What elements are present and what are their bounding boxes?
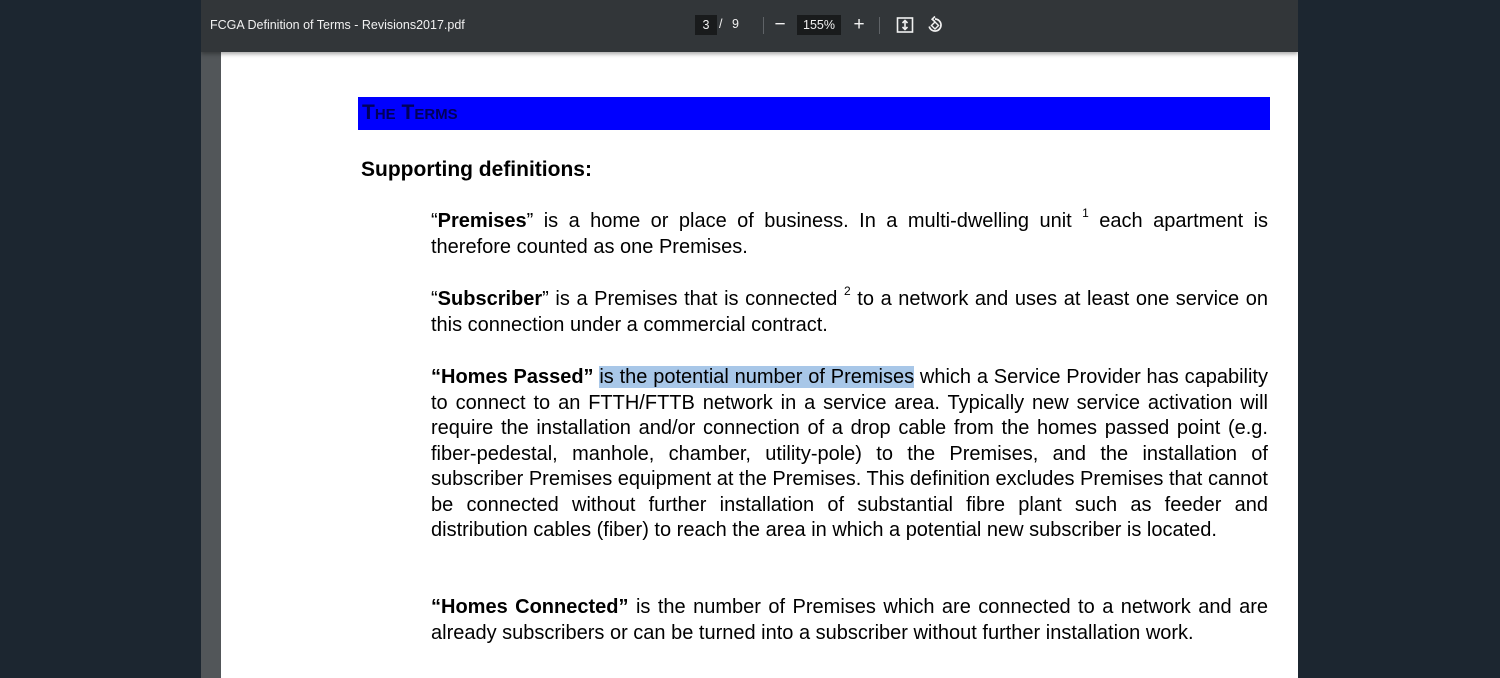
footnote-marker[interactable]: 1 — [1082, 206, 1089, 221]
definition-text: is the number of Premises which are connected to a network and are already subscribers or can be turned into a subscriber without further installation work. — [431, 596, 1269, 644]
toolbar-divider — [763, 17, 764, 34]
definition-subscriber — [431, 284, 1269, 338]
pdf-toolbar — [201, 0, 1298, 52]
term-homes-connected: “Homes Connected” — [431, 596, 629, 618]
definition-homes-connected — [431, 595, 1268, 646]
total-pages: 9 — [732, 17, 739, 31]
page-separator: / — [719, 17, 723, 31]
term-subscriber: Subscriber — [437, 288, 543, 310]
document-title: FCGA Definition of Terms - Revisions2017.pdf — [210, 18, 465, 32]
zoom-level-input[interactable]: 155% — [797, 15, 841, 35]
definition-text: which a Service Provider has capability to connect to an FTTH/FTTB network in a service area. Typically new service activation will require the installation and/or connection of a drop cable from the homes passed point (e.g. fiber-pedestal, manhole, chamber, utility-pole) to the Premises, and the installation of subscriber Premises equipment at the Premises. This definition excludes Premises that cannot be connected without further installation of substantial fibre plant such as feeder and distribution cables (fiber) to reach the area in which a potential new subscriber is located. — [431, 366, 1268, 541]
definition-text: to a network and uses at least one service on this connection under a commercial contract. — [431, 288, 1269, 336]
current-page-input[interactable]: 3 — [695, 15, 717, 35]
zoom-out-button[interactable]: − — [774, 14, 786, 35]
definition-text: ” is a Premises that is connected — [542, 288, 845, 310]
term-premises: Premises — [437, 210, 527, 232]
zoom-in-button[interactable]: + — [853, 14, 865, 35]
selected-text-highlight[interactable]: is the potential number of Premises — [599, 366, 915, 388]
definition-premises — [431, 206, 1269, 260]
footnote-marker[interactable]: 2 — [844, 284, 851, 299]
section-banner — [358, 97, 1270, 130]
open-quote: “ — [431, 288, 438, 310]
subheading: Supporting definitions: — [361, 158, 592, 181]
term-homes-passed: “Homes Passed” — [431, 366, 594, 388]
definition-text: each apartment is therefore counted as one Premises. — [431, 210, 1269, 258]
open-quote: “ — [431, 210, 438, 232]
section-title: The Terms — [362, 101, 458, 124]
pdf-viewer — [201, 0, 1298, 678]
pdf-page — [221, 52, 1298, 678]
rotate-icon[interactable] — [925, 15, 945, 35]
definition-homes-passed — [431, 365, 1268, 544]
toolbar-divider — [879, 17, 880, 34]
definition-text: ” is a home or place of business. In a multi-dwelling unit — [526, 210, 1083, 232]
fit-page-icon[interactable] — [895, 15, 915, 35]
